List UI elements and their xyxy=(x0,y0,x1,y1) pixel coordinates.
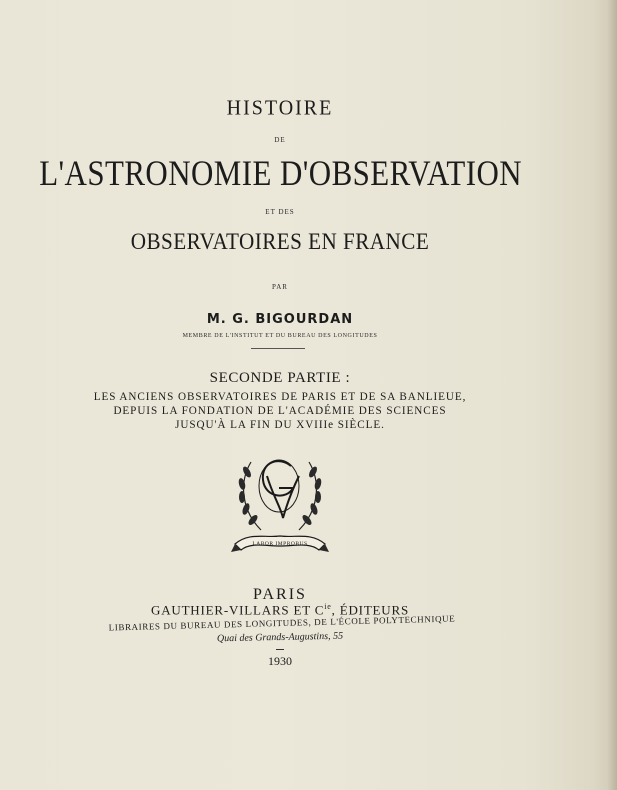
main-title: L'ASTRONOMIE D'OBSERVATION xyxy=(39,153,523,193)
publisher-affiliation: LIBRAIRES DU BUREAU DES LONGITUDES, DE L'ÉCOLE POLYTECHNIQUE xyxy=(108,613,456,633)
part-description-line: JUSQU'À LA FIN DU XVIIIe SIÈCLE. xyxy=(175,417,385,431)
publisher-name-main: GAUTHIER-VILLARS ET C xyxy=(151,602,325,618)
imprint-city: PARIS xyxy=(253,586,307,603)
publisher-name-suffix: , ÉDITEURS xyxy=(331,602,409,618)
subtitle: OBSERVATOIRES EN FRANCE xyxy=(130,229,430,254)
part-heading: SECONDE PARTIE : xyxy=(209,370,351,386)
year-dash xyxy=(276,649,284,650)
publisher-address: Quai des Grands-Augustins, 55 xyxy=(216,630,344,645)
part-description-line: LES ANCIENS OBSERVATOIRES DE PARIS ET DE SA BANLIEUE, xyxy=(93,389,467,403)
title-histoire: HISTOIRE xyxy=(226,96,334,120)
divider-rule xyxy=(251,348,305,349)
publisher-name-superscript: ie xyxy=(324,602,332,611)
author-name: M. G. BIGOURDAN xyxy=(206,312,354,327)
page-edge-shadow xyxy=(607,0,617,790)
svg-text:LABOR IMPROBUS: LABOR IMPROBUS xyxy=(252,541,308,547)
title-et-des: ET DES xyxy=(265,208,295,216)
par-label: PAR xyxy=(272,283,288,291)
author-membership: MEMBRE DE L'INSTITUT ET DU BUREAU DES LONGITUDES xyxy=(182,333,378,339)
part-description-line: DEPUIS LA FONDATION DE L'ACADÉMIE DES SCIENCES xyxy=(113,403,447,417)
publication-year: 1930 xyxy=(268,654,292,668)
title-de: DE xyxy=(274,136,286,144)
publisher-emblem-icon xyxy=(229,452,331,560)
